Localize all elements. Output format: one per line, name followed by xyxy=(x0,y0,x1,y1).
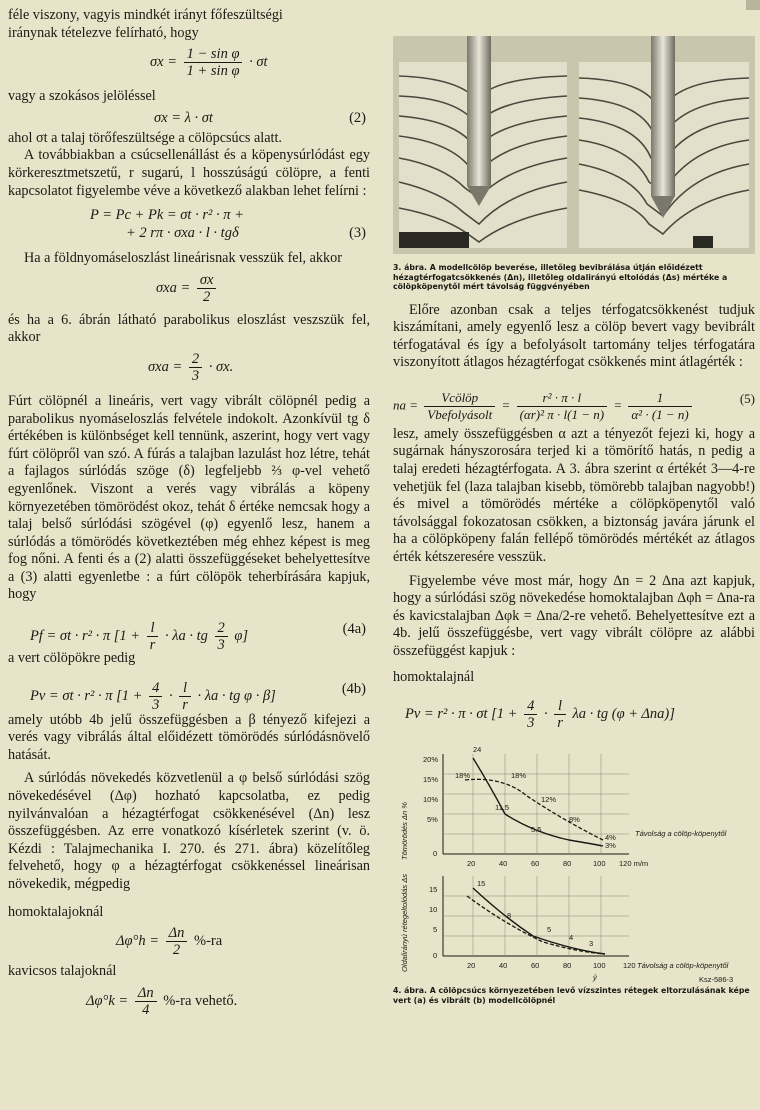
top-label: 5.5 xyxy=(531,825,542,835)
eq-den: r xyxy=(149,637,156,654)
paragraph: Figyelembe véve most már, hogy Δn = 2 Δna azt kapjuk, hogy a súrlódási szög növekedése homoktalajban Δφh = Δna-ra és kavicstalajban Δφk = Δna/2-re vehető. Behelyettesítve ezt a 4b. jelű összefüggésbe, vert vagy vibrált cölöpre az alábbi összefüggést kapjuk : xyxy=(393,572,755,659)
eq-text: σx = λ · σt xyxy=(154,109,213,126)
top-x-tick: 80 xyxy=(563,859,572,869)
figure-4-caption: 4. ábra. A cölöpcsúcs környezetében levő vízszintes rétegek eltorzulásának képe vert (a) és vibrált (b) modellcölöpnél xyxy=(393,986,750,1005)
eq-fraction xyxy=(215,620,228,653)
eq-den: (αr)² π · l(1 − n) xyxy=(519,406,605,422)
eq-num: 1 xyxy=(628,390,691,407)
eq-number: (3) xyxy=(349,225,366,242)
equation-4b: Pv = σt · r² · π [1 + $\frac{4}{3}$ · $\frac{l}{r}$ · λa · tg φ · β] (4b) xyxy=(30,679,366,713)
eq-den: r xyxy=(182,696,188,713)
eq-fraction xyxy=(424,390,495,423)
eq-tail: · σx. xyxy=(208,358,234,375)
eq-num: l xyxy=(147,620,159,637)
top-label: 3% xyxy=(605,841,616,851)
eq-den: r xyxy=(557,715,563,732)
text-line: féle viszony, vagyis mindkét irányt főfeszültségi xyxy=(8,7,283,23)
equation-3 xyxy=(8,206,370,242)
eq-den: Vbefolyásolt xyxy=(427,406,493,422)
eq-fraction xyxy=(189,351,202,384)
eq-mid: · λa · tg xyxy=(164,627,208,644)
eq-tail: %-ra vehető. xyxy=(163,992,238,1009)
left-column xyxy=(8,0,370,1021)
top-x-tick: 40 xyxy=(499,859,508,869)
eq-num: 4 xyxy=(524,698,537,715)
eq-lhs: σx = xyxy=(150,54,177,71)
equation-5 xyxy=(148,351,370,389)
top-label: 12% xyxy=(541,795,557,805)
eq-fraction xyxy=(197,272,217,305)
paragraph: Ha a földnyomáseloszlást lineárisnak vesszük fel, akkor xyxy=(24,250,342,267)
equation-pv: Pv = r² · π · σt [1 + $\frac{4}{3}$ · $\frac{l}{r}$ λa · tg (φ + Δna)] xyxy=(405,698,675,732)
eq-lhs: Δφ°h = xyxy=(116,933,159,950)
bottom-y-label: Oldalirányú rétegeltolódás Δs xyxy=(400,874,409,973)
figure-tag: Ksz-586-3 xyxy=(699,975,734,985)
bottom-label: 4 xyxy=(569,933,574,943)
eq-tail: %-ra xyxy=(194,933,223,950)
equation-2 xyxy=(8,109,370,127)
eq-tail: · σt xyxy=(249,54,268,71)
eq-number: (5) xyxy=(739,390,755,406)
paragraph: Előre azonban csak a teljes térfogatcsökkenést tudjuk kiszámítani, amely egyenlő lesz a cölöp bevert vagy bevibrált térfogatával és így a befolyásolt tartomány teljes térfogatára viszonyított átlagos hézagtérfogat csökkenés mint átlagérték : xyxy=(393,301,755,371)
eq-fraction xyxy=(166,925,188,958)
right-column xyxy=(393,0,755,1005)
equation-k xyxy=(86,985,370,1021)
top-label: 18% xyxy=(455,771,471,781)
paragraph: lesz, amely összefüggésben α azt a tényezőt fejezi ki, hogy a sugárnak hányszorosára terjed ki a tömörítő hatás, n pedig a talaj eredeti hézagtérfogata. A 3. ábra szerint α értékét 3—4-re vehetjük fel (laza talajban kisebb, tömörebb talajban nagyobb!) és mivel a tömörödés mértéke a cölöpköpenytől való távolsággal fokozatosan csökken, a biztonság javára járunk el ha a cölöpköpeny falán fellépő tömörödés mértékét az átlagos érték kétszeresére vesszük. xyxy=(393,425,755,566)
top-label: 11.5 xyxy=(495,803,510,813)
top-x-tick: 20 xyxy=(467,859,476,869)
bottom-label: 3 xyxy=(589,939,594,949)
eq-fraction xyxy=(517,390,608,423)
text-line: kavicsos talajoknál xyxy=(8,963,117,980)
paragraph: A súrlódás növekedés közvetlenül a φ belső súrlódási szög növekedésével (Δφ) hozható kapcsolatba, ez pedig nyilvánvalóan a hézagtérfogat csökkenésével (Δn) lesz összefüggésben. Az erre vonatkozó kísérletek szerint (v. ö. Kézdi : Talajmechanika I. 270. és 271. ábra) közelítőleg felvehető, hogy φ a hézagtérfogat csökkenéssel lineárisan növekedik, mégpedig xyxy=(8,770,370,892)
bottom-x-label: Távolság a cölöp-köpenytől xyxy=(637,961,729,971)
eq-lhs: σxa = xyxy=(156,279,191,296)
eq-den: 1 + sin φ xyxy=(186,63,240,80)
bottom-x-tick: 60 xyxy=(531,961,540,971)
eq-den: 3 xyxy=(152,696,160,713)
eq-fraction xyxy=(628,390,691,423)
eq-lhs: Pf = σt · r² · π [1 + xyxy=(30,627,141,644)
bottom-curve-b xyxy=(467,896,605,954)
eq-num: Δn xyxy=(135,985,157,1002)
bottom-label: 5 xyxy=(547,925,552,935)
eq-num: l xyxy=(554,698,566,715)
top-label: 24 xyxy=(473,745,482,755)
top-y-label: Tömörödés Δn % xyxy=(400,802,409,861)
photo-illustration xyxy=(393,36,755,254)
eq-num: r² · π · l xyxy=(517,390,608,407)
bottom-x-tick: 80 xyxy=(563,961,572,971)
figure-3-photo xyxy=(393,36,755,254)
eq-tail: · λa · tg φ · β] xyxy=(197,687,276,704)
equation-h xyxy=(116,925,370,961)
equation-1 xyxy=(150,46,370,86)
eq-lhs: Pv = σt · r² · π [1 + xyxy=(30,687,143,704)
text-line: ahol σt a talaj törőfeszültsége a cölöpcsúcs alatt. xyxy=(8,129,282,146)
text-line: vagy a szokásos jelöléssel xyxy=(8,88,156,105)
figure-4-graphs xyxy=(393,736,755,984)
top-y-tick: 10% xyxy=(423,795,439,805)
top-label: 8% xyxy=(569,815,580,825)
bottom-y-tick: 10 xyxy=(429,905,438,915)
eq-fraction xyxy=(149,680,162,713)
top-y-tick: 20% xyxy=(423,755,439,765)
eq-number: (4b) xyxy=(341,680,366,697)
paragraph: és ha a 6. ábrán látható parabolikus eloszlást veszszük fel, akkor xyxy=(8,311,370,346)
equation-4 xyxy=(156,272,370,310)
eq-den: 3 xyxy=(191,367,200,384)
text-line: homoktalajnál xyxy=(393,668,475,685)
eq-num: 4 xyxy=(149,680,162,697)
eq-lhs: Pv = r² · π · σt [1 + xyxy=(405,706,518,723)
eq-den: 4 xyxy=(142,1001,150,1018)
paragraph: amely utóbb 4b jelű összefüggésben a β tényező kifejezi a verés vagy vibrálás által előidézett tömörödés súrlódásnövelő hatását. xyxy=(8,711,370,763)
pile-b xyxy=(651,36,675,196)
top-y-tick: 0 xyxy=(433,849,438,859)
eq-line: P = Pc + Pk = σt · r² · π + xyxy=(90,207,244,224)
equation-na: na = $\frac{\text{Vcölöp}}{\text{Vbefolyásolt}}$ = $\frac{\text{r² · π · l}}{\text{(αr)² π · l(1 − n)}}$ = $\frac{1}{\text{α² · (1 − n)}}$ (5) xyxy=(393,389,755,422)
eq-num: 2 xyxy=(189,351,202,368)
eq-number: (2) xyxy=(349,109,366,126)
eq-den: α² · (1 − n) xyxy=(631,406,689,422)
pile-a xyxy=(467,36,491,186)
eq-den: 2 xyxy=(172,942,181,959)
paragraph: Fúrt cölöpnél a lineáris, vert vagy vibrált cölöpnél pedig a parabolikus nyomáseloszlás felvétele indokolt. Azonkívül tg δ értékében is különbséget kell tennünk, aszerint, hogy vert vagy fúrt cölöpről van szó. A fúrás a talajban lazulást hoz létre, tehát a fajlagos súrlódás szöge (δ) legfeljebb ⅔ φ-vel vehető egyenlőnek. Viszont a verés vagy vibrálás a köpeny környezetében tömörödést okoz, tehát δ értéke nemcsak hogy a talaj belső súrlódási szögével (φ) egyenlő lesz, hanem a súrlódás a tömörödés következtében még ehhez képest is meg fog nőni. A fenti és a (2) alatti összefüggéseket behelyettesítve a (3) alatti egyenletbe : a fúrt cölöpök teherbírására kapjuk, hogy xyxy=(8,392,370,603)
bottom-x-tick: 100 xyxy=(593,961,606,971)
top-x-tick: 120 m/m xyxy=(619,859,649,869)
top-y-tick: 5% xyxy=(427,815,438,825)
eq-lhs: na = xyxy=(393,397,419,413)
eq-num: 1 − sin φ xyxy=(184,46,243,63)
top-x-label: Távolság a cölöp-köpenytől xyxy=(635,829,727,839)
eq-den: 3 xyxy=(527,715,535,732)
eq-den: 2 xyxy=(203,288,211,305)
top-label: 18% xyxy=(511,771,527,781)
top-y-tick: 15% xyxy=(423,775,439,785)
bottom-x-tick: 20 xyxy=(467,961,476,971)
top-label: 4% xyxy=(605,833,616,843)
bottom-y-tick: 5 xyxy=(433,925,438,935)
text-line: iránynak tételezve felírható, hogy xyxy=(8,24,199,41)
eq-lhs: Δφ°k = xyxy=(86,992,129,1009)
bottom-curve-a xyxy=(473,888,605,954)
text-line: homoktalajoknál xyxy=(8,903,104,920)
eq-fraction xyxy=(524,698,537,731)
figure-3-caption: 3. ábra. A modellcölöp beverése, illetőleg bevibrálása útján előidézett hézagtérfogatcsökkenés (Δn), illetőleg oldalirányú eltolódás (Δs) mértéke a cölöpköpenytől mért távolság függvényében xyxy=(393,263,728,291)
eq-fraction xyxy=(554,698,566,731)
eq-num: σx xyxy=(197,272,217,289)
top-x-tick: 60 xyxy=(531,859,540,869)
eq-number: (4a) xyxy=(342,621,366,638)
bottom-x-tick: 120 xyxy=(623,961,636,971)
eq-line: + 2 rπ · σxa · l · tgδ xyxy=(126,225,239,242)
top-x-tick: 100 xyxy=(593,859,606,869)
bottom-label: 15 xyxy=(477,879,486,889)
eq-num: Vcölöp xyxy=(424,390,495,407)
text-line: a vert cölöpökre pedig xyxy=(8,650,136,667)
bottom-x-tick: 40 xyxy=(499,961,508,971)
eq-fraction xyxy=(147,620,159,653)
paragraph: A továbbiakban a csúcsellenállást és a köpenysúrlódást egy körkeresztmetszetű, r sugarú, l hosszúságú cölöpre, a fenti kapcsolatot figyelembe véve a következő alakban lehet felírni : xyxy=(8,147,370,199)
equation-4a xyxy=(8,610,370,654)
eq-fraction xyxy=(179,680,191,713)
eq-tail: φ] xyxy=(234,627,249,644)
figure-4 xyxy=(393,736,755,984)
bottom-label: 8 xyxy=(507,911,512,921)
eq-fraction xyxy=(184,46,243,79)
eq-num: 2 xyxy=(215,620,228,637)
bottom-y-tick: 15 xyxy=(429,885,438,895)
figure-letter: ŷ xyxy=(593,973,597,983)
eq-num: l xyxy=(179,680,191,697)
eq-den: 3 xyxy=(217,637,225,654)
eq-lhs: σxa = xyxy=(148,358,183,375)
eq-fraction xyxy=(135,985,157,1018)
eq-tail: λa · tg (φ + Δna)] xyxy=(572,706,675,723)
eq-num: Δn xyxy=(166,925,188,942)
bottom-y-tick: 0 xyxy=(433,951,438,961)
